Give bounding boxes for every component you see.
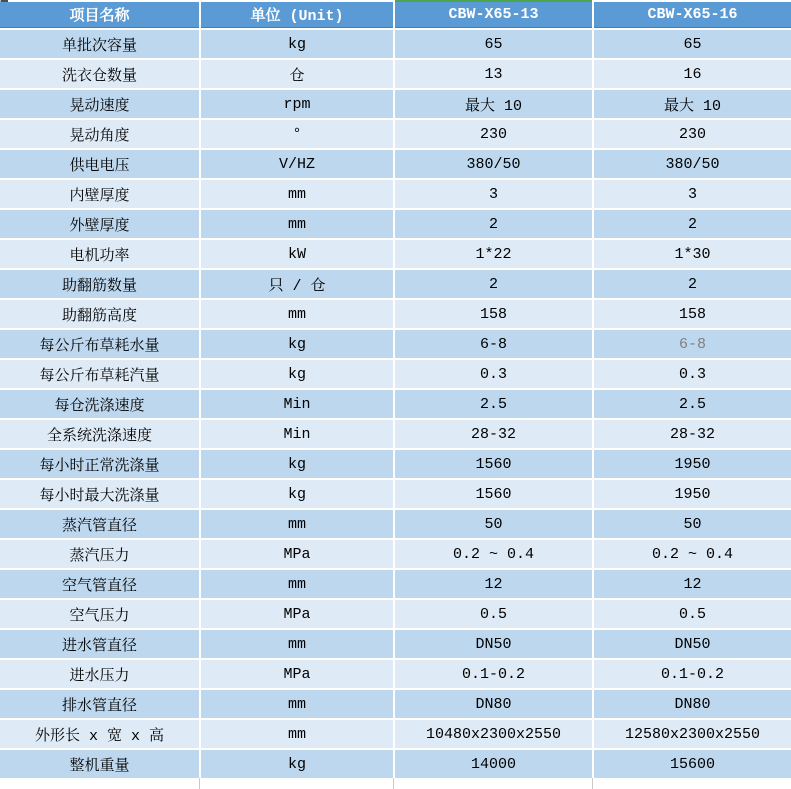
cell-item-name: 洗衣仓数量 (0, 60, 199, 88)
cell-value-cbw-x65-13: 230 (395, 120, 592, 148)
cell-item-name: 每公斤布草耗水量 (0, 330, 199, 358)
cell-value-cbw-x65-13: 158 (395, 300, 592, 328)
cell-item-name: 助翻筋数量 (0, 270, 199, 298)
cell-unit: MPa (201, 660, 393, 688)
cell-value-cbw-x65-13: 28-32 (395, 420, 592, 448)
cell-unit: kg (201, 750, 393, 778)
cell-item-name: 空气管直径 (0, 570, 199, 598)
gridline (199, 778, 200, 789)
cell-item-name: 每公斤布草耗汽量 (0, 360, 199, 388)
cell-value-cbw-x65-16: 最大 10 (594, 90, 791, 118)
cell-unit: mm (201, 210, 393, 238)
cell-item-name: 外形长 x 宽 x 高 (0, 720, 199, 748)
cell-value-cbw-x65-16: 0.1-0.2 (594, 660, 791, 688)
cell-value-cbw-x65-13: 13 (395, 60, 592, 88)
cell-value-cbw-x65-16: 12580x2300x2550 (594, 720, 791, 748)
cell-unit: kg (201, 360, 393, 388)
cell-item-name: 每仓洗涤速度 (0, 390, 199, 418)
cell-value-cbw-x65-16: 2.5 (594, 390, 791, 418)
cell-value-cbw-x65-13: DN80 (395, 690, 592, 718)
cell-value-cbw-x65-16: 1*30 (594, 240, 791, 268)
cell-item-name: 电机功率 (0, 240, 199, 268)
cell-item-name: 每小时正常洗涤量 (0, 450, 199, 478)
cell-unit: 仓 (201, 60, 393, 88)
cell-value-cbw-x65-13: 最大 10 (395, 90, 592, 118)
cell-unit: kg (201, 30, 393, 58)
cell-value-cbw-x65-13: 50 (395, 510, 592, 538)
cell-unit: mm (201, 300, 393, 328)
cell-value-cbw-x65-13: 65 (395, 30, 592, 58)
cell-value-cbw-x65-16: DN80 (594, 690, 791, 718)
cell-unit: kg (201, 330, 393, 358)
cell-value-cbw-x65-16: 1950 (594, 480, 791, 508)
cell-unit: MPa (201, 600, 393, 628)
cell-value-cbw-x65-13: 1560 (395, 450, 592, 478)
cell-unit: Min (201, 390, 393, 418)
cell-item-name: 单批次容量 (0, 30, 199, 58)
cell-value-cbw-x65-16: 230 (594, 120, 791, 148)
cell-value-cbw-x65-16: 6-8 (594, 330, 791, 358)
cell-value-cbw-x65-16: 15600 (594, 750, 791, 778)
cell-unit: MPa (201, 540, 393, 568)
cell-unit: mm (201, 720, 393, 748)
column-header-unit: 单位 (Unit) (201, 2, 393, 28)
cell-item-name: 进水压力 (0, 660, 199, 688)
cell-value-cbw-x65-13: DN50 (395, 630, 592, 658)
cell-unit: rpm (201, 90, 393, 118)
spec-table (0, 2, 791, 778)
cell-value-cbw-x65-16: 380/50 (594, 150, 791, 178)
cell-value-cbw-x65-13: 0.5 (395, 600, 592, 628)
cell-value-cbw-x65-13: 2 (395, 270, 592, 298)
cell-value-cbw-x65-13: 0.2 ~ 0.4 (395, 540, 592, 568)
cell-value-cbw-x65-13: 10480x2300x2550 (395, 720, 592, 748)
cell-value-cbw-x65-16: 65 (594, 30, 791, 58)
cell-unit: mm (201, 180, 393, 208)
cell-value-cbw-x65-16: 16 (594, 60, 791, 88)
cell-unit: mm (201, 570, 393, 598)
cell-item-name: 全系统洗涤速度 (0, 420, 199, 448)
cell-value-cbw-x65-16: 3 (594, 180, 791, 208)
cell-value-cbw-x65-16: 12 (594, 570, 791, 598)
cell-unit: mm (201, 690, 393, 718)
cell-item-name: 进水管直径 (0, 630, 199, 658)
cell-value-cbw-x65-16: 0.5 (594, 600, 791, 628)
cell-unit: mm (201, 630, 393, 658)
cell-value-cbw-x65-16: DN50 (594, 630, 791, 658)
cell-value-cbw-x65-13: 3 (395, 180, 592, 208)
gridline (592, 778, 593, 789)
empty-partial-row (0, 778, 791, 789)
cell-item-name: 助翻筋高度 (0, 300, 199, 328)
column-header-model-cbw-x65-16: CBW-X65-16 (594, 2, 791, 28)
cell-item-name: 蒸汽管直径 (0, 510, 199, 538)
cell-item-name: 内壁厚度 (0, 180, 199, 208)
cell-item-name: 空气压力 (0, 600, 199, 628)
column-header-item-name: 项目名称 (0, 2, 199, 28)
column-header-model-cbw-x65-13: CBW-X65-13 (395, 2, 592, 28)
cell-value-cbw-x65-16: 28-32 (594, 420, 791, 448)
cell-value-cbw-x65-16: 0.3 (594, 360, 791, 388)
cell-unit: kg (201, 480, 393, 508)
cell-unit: V/HZ (201, 150, 393, 178)
cell-item-name: 整机重量 (0, 750, 199, 778)
cell-unit: Min (201, 420, 393, 448)
cell-item-name: 外壁厚度 (0, 210, 199, 238)
cell-value-cbw-x65-13: 1*22 (395, 240, 592, 268)
cell-value-cbw-x65-16: 2 (594, 270, 791, 298)
cell-unit: 只 / 仓 (201, 270, 393, 298)
cell-value-cbw-x65-16: 0.2 ~ 0.4 (594, 540, 791, 568)
cell-item-name: 晃动速度 (0, 90, 199, 118)
cell-unit: kg (201, 450, 393, 478)
cell-item-name: 供电电压 (0, 150, 199, 178)
cell-value-cbw-x65-13: 6-8 (395, 330, 592, 358)
cell-value-cbw-x65-13: 14000 (395, 750, 592, 778)
cell-value-cbw-x65-16: 50 (594, 510, 791, 538)
cell-item-name: 每小时最大洗涤量 (0, 480, 199, 508)
cell-value-cbw-x65-13: 12 (395, 570, 592, 598)
cell-value-cbw-x65-13: 0.3 (395, 360, 592, 388)
cell-value-cbw-x65-13: 2 (395, 210, 592, 238)
cell-unit: kW (201, 240, 393, 268)
cell-value-cbw-x65-16: 158 (594, 300, 791, 328)
cell-value-cbw-x65-13: 1560 (395, 480, 592, 508)
cell-value-cbw-x65-16: 2 (594, 210, 791, 238)
cell-item-name: 晃动角度 (0, 120, 199, 148)
gridline (393, 778, 394, 789)
cell-value-cbw-x65-13: 380/50 (395, 150, 592, 178)
cell-item-name: 蒸汽压力 (0, 540, 199, 568)
cell-unit: mm (201, 510, 393, 538)
cell-value-cbw-x65-16: 1950 (594, 450, 791, 478)
cell-value-cbw-x65-13: 2.5 (395, 390, 592, 418)
cell-item-name: 排水管直径 (0, 690, 199, 718)
cell-unit: ° (201, 120, 393, 148)
cell-value-cbw-x65-13: 0.1-0.2 (395, 660, 592, 688)
